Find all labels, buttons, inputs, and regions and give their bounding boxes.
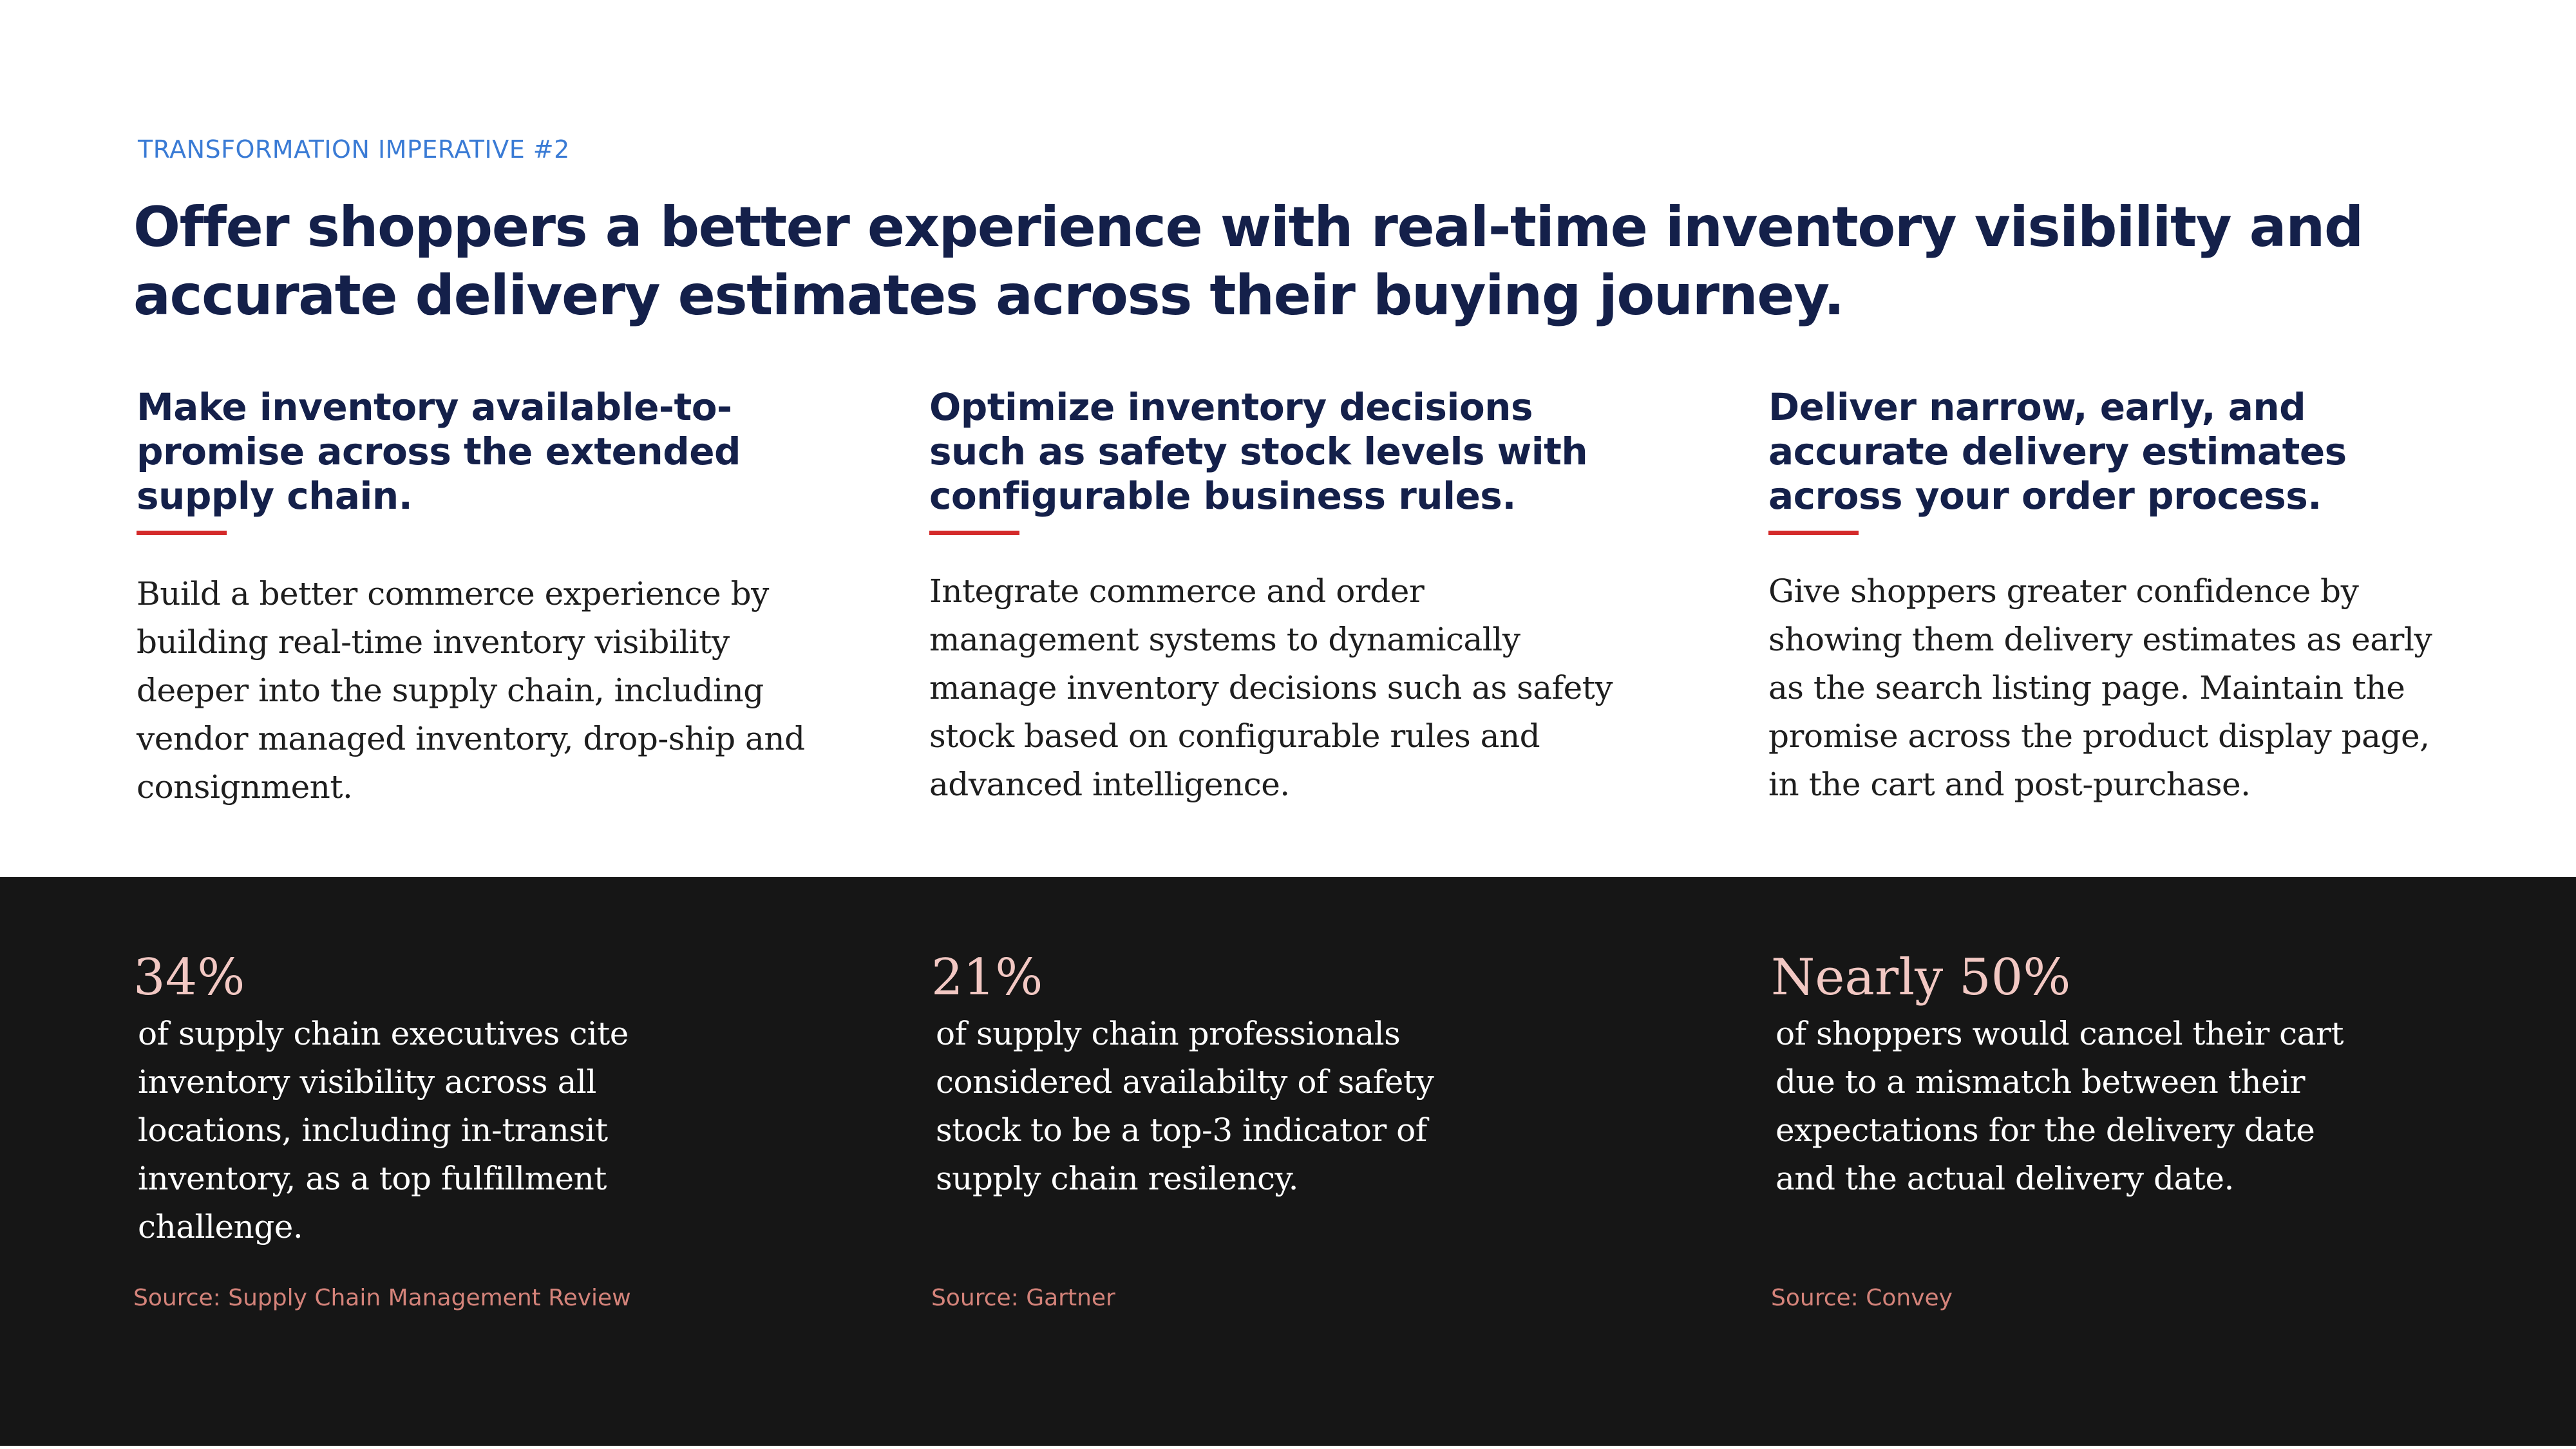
stat-description: of supply chain professionals considered availabilty of safety stock to be a top-3 indicator of supply chain resilency. [936,1015,1434,1197]
stat-description: of supply chain executives cite inventory visibility across all locations, including in-transit inventory, as a top fulfillment challenge. [138,1015,629,1245]
column-title: Deliver narrow, early, and accurate delivery estimates across your order process. [1768,385,2347,518]
stat-block-2 [931,945,1524,1203]
stat-source: Source: Convey [1771,1285,1953,1311]
stat-value: 34% [133,949,245,1007]
accent-divider [137,531,227,535]
stat-block-3 [1771,945,2363,1203]
column-body: Give shoppers greater confidence by showing them delivery estimates as early as the search listing page. Maintain the promise across the product display page, in the cart and post-purchase. [1768,573,2432,803]
stat-source: Source: Gartner [931,1285,1115,1311]
accent-divider [1768,531,1859,535]
column-body: Build a better commerce experience by building real-time inventory visibility deeper into the supply chain, including vendor managed inventory, drop-ship and consignment. [137,575,805,806]
stat-block-1 [133,945,726,1251]
stat-description: of shoppers would cancel their cart due to a mismatch between their expectations for the delivery date and the actual delivery date. [1776,1015,2344,1197]
stat-source: Source: Supply Chain Management Review [133,1285,631,1311]
column-title: Optimize inventory decisions such as safety stock levels with configurable business rules. [929,385,1588,518]
page-headline: Offer shoppers a better experience with real-time inventory visibility and accurate delivery estimates across their buying journey. [133,195,2363,328]
eyebrow-label: TRANSFORMATION IMPERATIVE #2 [138,135,570,164]
imperative-column-1 [137,385,832,811]
stat-value: 21% [931,949,1043,1007]
imperative-column-2 [929,385,1631,809]
imperative-column-3 [1768,385,2464,809]
accent-divider [929,531,1019,535]
column-body: Integrate commerce and order management systems to dynamically manage inventory decisions such as safety stock based on configurable rules and advanced intelligence. [929,573,1613,803]
column-title: Make inventory available-to-promise across the extended supply chain. [137,385,741,518]
stat-value: Nearly 50% [1771,949,2071,1007]
